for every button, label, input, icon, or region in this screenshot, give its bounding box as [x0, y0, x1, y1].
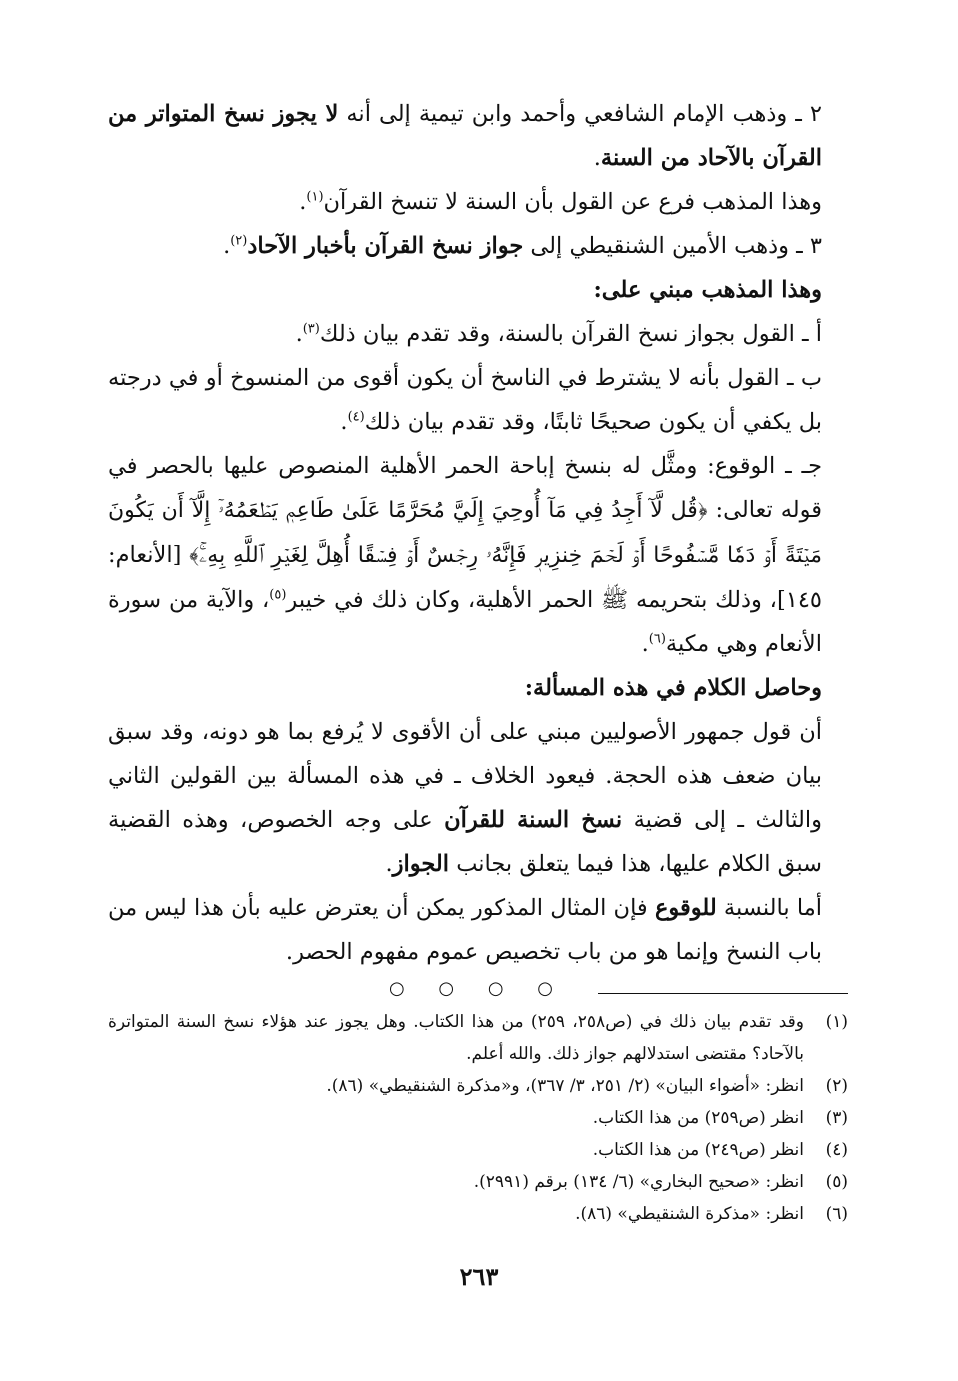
- bold-text: نسخ السنة للقرآن: [444, 807, 623, 833]
- paragraph-summary: [108, 710, 848, 886]
- subheading-summary: [108, 666, 848, 710]
- text: .: [223, 233, 231, 259]
- footnote-text: وقد تقدم بيان ذلك في (ص٢٥٨، ٢٥٩) من هذا الكتاب. وهل يجوز عند هؤلاء نسخ السنة المتواترة بالآحاد؟ مقتضى استدلالهم جواز ذلك. والله أعلم.: [108, 1012, 804, 1064]
- paragraph-occurrence: [108, 886, 848, 974]
- footnote-ref[interactable]: (٤): [347, 409, 365, 425]
- bold-text: جواز نسخ القرآن بأخبار الآحاد: [247, 233, 524, 259]
- text: أما بالنسبة: [716, 895, 822, 921]
- text: على وجه الخصوص، وهذه القضية سبق الكلام عليها، هذا فيما يتعلق بجانب: [108, 807, 822, 877]
- footnote-number: (١): [825, 1012, 848, 1032]
- footnote-item: [108, 1070, 848, 1102]
- text: وهذا المذهب فرع عن القول بأن السنة لا تنسخ القرآن: [323, 189, 822, 215]
- main-text: [108, 92, 848, 1014]
- footnote-text: انظر: «أضواء البيان» (٢/ ٢٥١، ٣/ ٣٦٧)، و«مذكرة الشنقيطي» (٨٦).: [326, 1076, 804, 1096]
- footnote-text: انظر (ص٢٥٩) من هذا الكتاب.: [592, 1108, 804, 1128]
- quran-verse: ﴿قُل لَّآ أَجِدُ فِي مَآ أُوحِيَ إِلَيَّ مُحَرَّمًا عَلَىٰ طَاعِمٖ يَطۡعَمُهُۥٓ إِلَّآ أَن يَكُونَ مَيۡتَةً أَوۡ دَمٗا مَّسۡفُوحًا أَوۡ لَحۡمَ خِنزِيرٖ فَإِنَّهُۥ رِجۡسٌ أَوۡ فِسۡقًا أُهِلَّ لِغَيۡرِ ٱللَّهِ بِهِۦۚ﴾: [108, 498, 822, 568]
- text: .: [593, 145, 601, 171]
- footnote-item: [108, 1102, 848, 1134]
- text: ب ـ القول بأنه لا يشترط في الناسخ أن يكون أقوى من المنسوخ أو في درجته بل يكفي أن يكون صحيحًا ثابتًا، وقد تقدم بيان ذلك: [108, 365, 822, 435]
- paragraph-shinqiti-view: [108, 224, 848, 268]
- text: .: [340, 409, 348, 435]
- footnote-ref[interactable]: (٣): [302, 321, 320, 337]
- paragraph-point-a: [108, 312, 848, 356]
- footnote-number: (٤): [825, 1140, 848, 1160]
- bold-text: لا يجوز نسخ المتواتر من القرآن بالآحاد من السنة: [108, 101, 822, 171]
- text: ، والآية من سورة الأنعام وهي مكية: [108, 587, 822, 657]
- bold-text: وهذا المذهب مبني على:: [593, 277, 822, 303]
- text: فإن المثال المذكور يمكن أن يعترض عليه بأن هذا ليس من باب النسخ وإنما هو من باب تخصيص عموم مفهوم الحصر.: [108, 895, 822, 965]
- text: .: [295, 321, 303, 347]
- text: .: [385, 851, 393, 877]
- footnote-number: (٦): [825, 1204, 848, 1224]
- page-number: ٢٦٣: [459, 1262, 499, 1291]
- footnote-number: (٥): [825, 1172, 848, 1192]
- text: أ ـ القول بجواز نسخ القرآن بالسنة، وقد تقدم بيان ذلك: [319, 321, 822, 347]
- text: ٣ ـ وذهب الأمين الشنقيطي إلى: [523, 233, 822, 259]
- text: جـ ـ الوقوع: ومثَّل له بنسخ إباحة الحمر الأهلية المنصوص عليها بالحصر في قوله تعالى:: [108, 453, 822, 523]
- footnote-ref[interactable]: (٢): [230, 233, 248, 249]
- footnote-text: انظر (ص٢٤٩) من هذا الكتاب.: [592, 1140, 804, 1160]
- paragraph-point-b: [108, 356, 848, 444]
- footnote-number: (٢): [825, 1076, 848, 1096]
- footnote-item: [108, 1198, 848, 1230]
- bold-text: وحاصل الكلام في هذه المسألة:: [524, 675, 822, 701]
- text: [الأنعام: ١٤٥]، وذلك بتحريمه ﷺ الحمر الأهلية، وكان ذلك في خيبر: [108, 542, 822, 613]
- footnote-item: [108, 1006, 848, 1070]
- footnote-divider: [598, 993, 848, 994]
- text: ٢ ـ وذهب الإمام الشافعي وأحمد وابن تيمية إلى أنه: [338, 101, 822, 127]
- bold-text: للوقوع: [654, 895, 717, 921]
- footnote-text: انظر: «صحيح البخاري» (٦/ ١٣٤) برقم (٢٩٩١).: [473, 1172, 804, 1192]
- footnote-number: (٣): [825, 1108, 848, 1128]
- text: أن قول جمهور الأصوليين مبني على أن الأقوى لا يُرفع بما هو دونه، وقد سبق بيان ضعف هذه الحجة. فيعود الخلاف ـ في هذه المسألة بين القولين الثاني والثالث ـ إلى قضية: [108, 719, 823, 833]
- section-separator: ○ ○ ○ ○: [389, 978, 567, 999]
- footnotes: [108, 1006, 848, 1230]
- text: .: [299, 189, 307, 215]
- footnote-item: [108, 1134, 848, 1166]
- paragraph-branch: [108, 180, 848, 224]
- paragraph-shafii-view: [108, 92, 848, 180]
- footnote-item: [108, 1166, 848, 1198]
- footnote-ref[interactable]: (٦): [648, 631, 666, 647]
- text: .: [641, 631, 649, 657]
- subheading-based-on: [108, 268, 848, 312]
- footnote-ref[interactable]: (٥): [269, 587, 287, 603]
- footnote-text: انظر: «مذكرة الشنقيطي» (٨٦).: [575, 1204, 804, 1224]
- bold-text: الجواز: [392, 851, 450, 877]
- footnote-ref[interactable]: (١): [306, 189, 324, 205]
- paragraph-point-c: [108, 444, 848, 666]
